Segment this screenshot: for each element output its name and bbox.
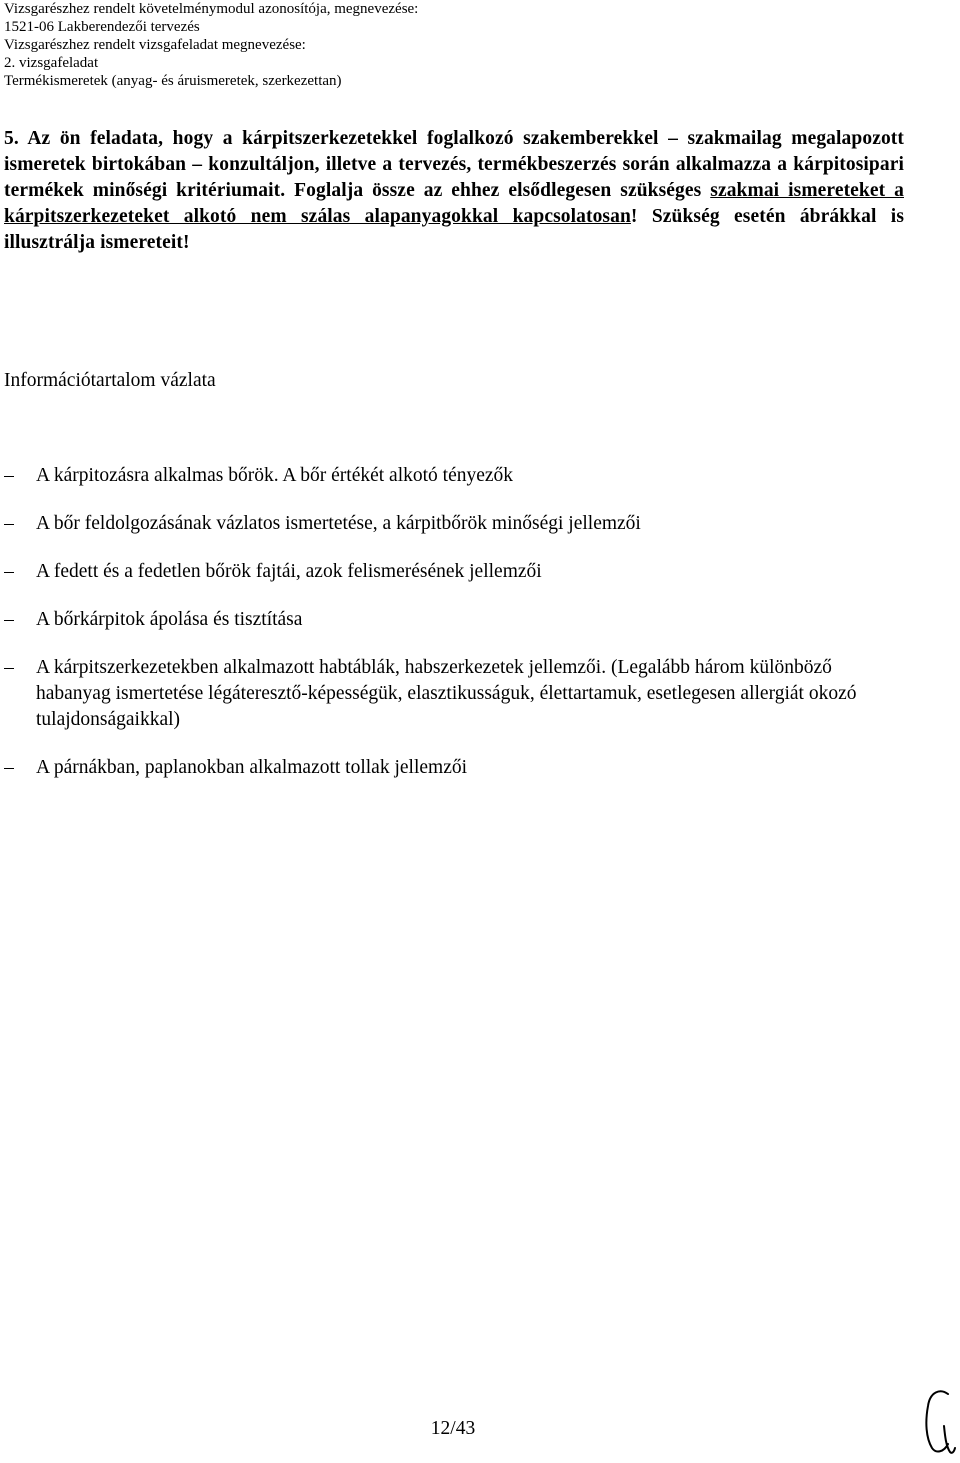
header-line-module-name: 1521-06 Lakberendezői tervezés	[4, 19, 200, 35]
list-item	[0, 511, 900, 537]
header-line-task-name: Termékismeretek (anyag- és áruismeretek, szerkezettan)	[4, 73, 342, 89]
list-item	[0, 755, 900, 781]
document-header	[4, 0, 944, 90]
dash-bullet-icon	[4, 620, 14, 621]
task-text-outro: ! Szükség esetén ábrákkal is illusztrálja ismereteit!	[4, 206, 905, 253]
task-text-underlined: szakmai ismereteket a kárpitszerkezeteket alkotó nem szálas alapanyagokkal kapcsolatosan	[4, 180, 904, 227]
list-item	[0, 655, 900, 733]
task-text-intro: 5. Az ön feladata, hogy a kárpitszerkezetekkel foglalkozó szakemberekkel – szakmailag megalapozott ismeretek birtokában – konzultáljon, illetve a tervezés, termékbeszerzés során alkalmazza a kárpitosipari termékek minőségi kritériumait. Foglalja össze az ehhez elsődlegesen szükséges	[4, 128, 904, 201]
dash-bullet-icon	[4, 524, 14, 525]
outline-title: Információtartalom vázlata	[4, 370, 216, 391]
header-line-module-label: Vizsgarészhez rendelt követelménymodul azonosítója, megnevezése:	[4, 1, 419, 17]
dash-bullet-icon	[4, 572, 14, 573]
signature-mark	[918, 1386, 958, 1458]
list-item-text: A fedett és a fedetlen bőrök fajtái, azok felismerésének jellemzői	[36, 561, 542, 582]
dash-bullet-icon	[4, 476, 14, 477]
dash-bullet-icon	[4, 768, 14, 769]
list-item	[0, 559, 900, 585]
page-number: 12/43	[430, 1418, 476, 1439]
header-line-task-number: 2. vizsgafeladat	[4, 55, 99, 71]
list-item-text: A bőr feldolgozásának vázlatos ismertetése, a kárpitbőrök minőségi jellemzői	[36, 513, 641, 534]
list-item	[0, 463, 900, 489]
list-item-text: A bőrkárpitok ápolása és tisztítása	[36, 609, 303, 630]
list-item-text: A kárpitszerkezetekben alkalmazott habtáblák, habszerkezetek jellemzői. (Legalább három különböző habanyag ismertetése légáteresztő-képességük, elasztikusságuk, élettartamuk, esetlegesen allergiát okozó tulajdonságaikkal)	[36, 657, 857, 730]
dash-bullet-icon	[4, 668, 14, 669]
header-line-task-label: Vizsgarészhez rendelt vizsgafeladat megnevezése:	[4, 37, 306, 53]
list-item-text: A kárpitozásra alkalmas bőrök. A bőr értékét alkotó tényezők	[36, 465, 514, 486]
list-item	[0, 607, 900, 633]
list-item-text: A párnákban, paplanokban alkalmazott tollak jellemzői	[36, 757, 468, 778]
task-description	[4, 126, 904, 256]
outline-list	[0, 463, 900, 803]
